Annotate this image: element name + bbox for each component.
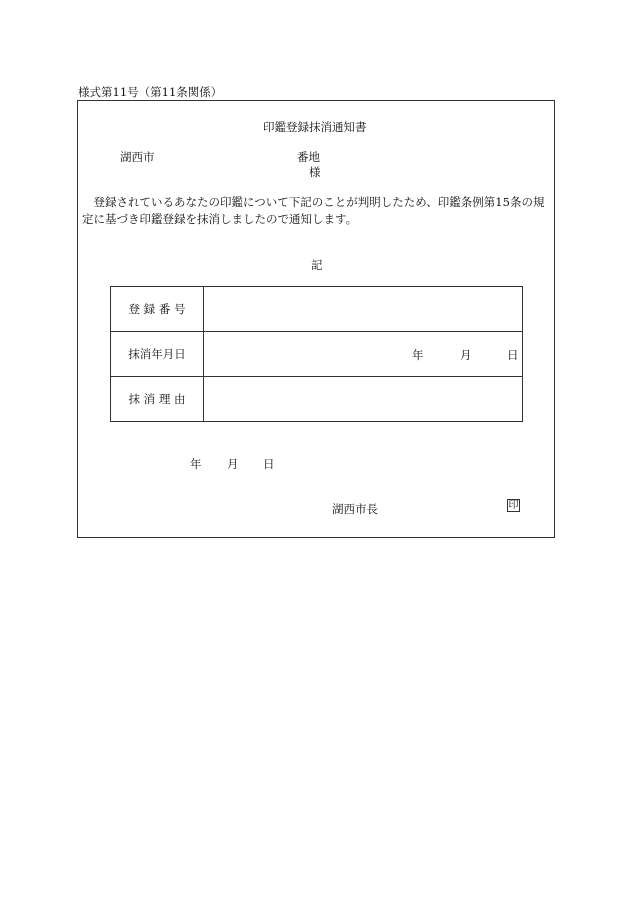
table-row — [111, 377, 523, 422]
document-title: 印鑑登録抹消通知書 — [263, 120, 367, 134]
table-row — [111, 287, 523, 332]
address-banchi: 番地 — [297, 150, 320, 164]
cancellation-reason-label: 抹 消 理 由 — [111, 377, 204, 422]
details-table — [110, 286, 523, 422]
issue-date-day-unit: 日 — [263, 457, 275, 471]
registration-number-label: 登 録 番 号 — [111, 287, 204, 332]
table-row — [111, 332, 523, 377]
cancellation-reason-value — [204, 377, 523, 422]
issue-date-month-unit: 月 — [227, 457, 239, 471]
cancellation-date-value — [204, 332, 523, 377]
date-day-unit: 日 — [507, 348, 519, 362]
notice-body: 登録されているあなたの印鑑について下記のことが判明したため、印鑑条例第15条の規定に基づき印鑑登録を抹消しましたので通知します。 — [82, 195, 545, 226]
registration-number-value — [204, 287, 523, 332]
date-month-unit: 月 — [460, 348, 472, 362]
notice-frame — [77, 100, 555, 538]
ki-heading: 記 — [311, 258, 323, 272]
form-number-label: 様式第11号（第11条関係） — [78, 85, 223, 99]
address-city: 湖西市 — [120, 150, 155, 164]
date-year-unit: 年 — [412, 348, 424, 362]
seal-mark: 印 — [508, 500, 519, 511]
cancellation-date-label: 抹消年月日 — [111, 332, 204, 377]
issue-date-year-unit: 年 — [190, 457, 202, 471]
mayor-signature-line: 湖西市長 — [332, 502, 378, 516]
recipient-honorific: 様 — [309, 165, 321, 179]
